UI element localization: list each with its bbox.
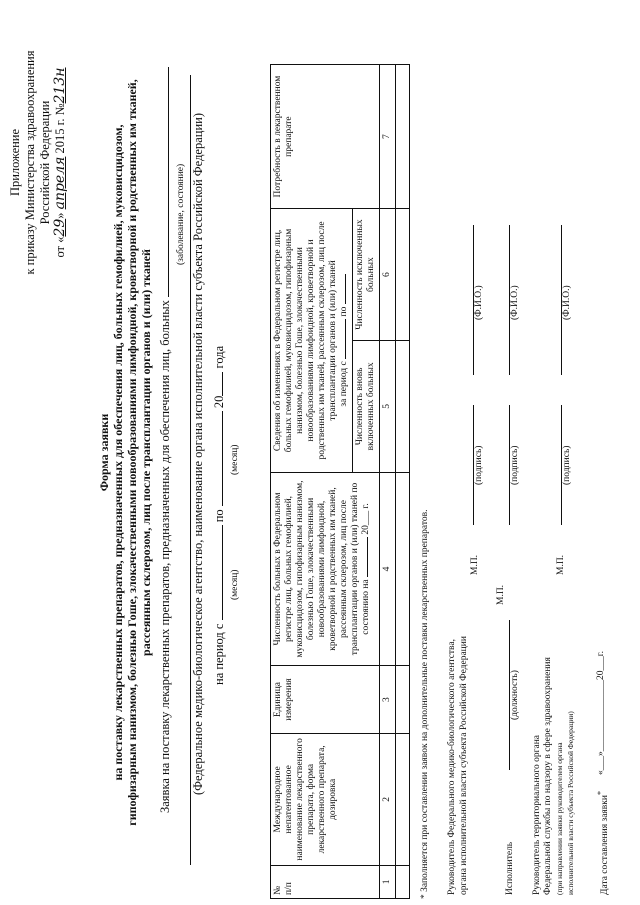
period-year-blank[interactable] (222, 372, 223, 396)
territorial-fio-caption: (Ф.И.О.) (562, 285, 572, 320)
month-caption-from: (месяц) (230, 569, 240, 600)
form-title-line-2: на поставку лекарственных препаратов, предназначенных для обеспечения лиц, больных гемофилией, муковисцидозом, (111, 124, 125, 781)
request-line (158, 13, 173, 813)
period-twenty: 20 (212, 395, 226, 409)
period-line (212, 165, 227, 685)
appendix-header (8, 20, 68, 305)
period-to-blank[interactable] (222, 411, 223, 506)
appendix-date-line: от «29» апреля 2015 г. №213н (52, 67, 68, 258)
executor-fio-caption: (Ф.И.О.) (510, 285, 520, 320)
date-fill[interactable]: «___»_______________20___г. (596, 651, 606, 775)
head-fio-caption: (Ф.И.О.) (474, 285, 484, 320)
executor-label: Исполнитель (505, 841, 515, 895)
territorial-mp: М.П. (556, 554, 566, 575)
header-new-patients: Численность вновь включенных больных (353, 340, 380, 472)
executor-position-caption: (должность) (510, 670, 520, 720)
appendix-line-3: Российской Федерации (38, 100, 52, 225)
executor-signature-caption: (подпись) (510, 445, 520, 485)
appendix-line-2: к приказу Министерства здравоохранения (23, 50, 37, 275)
head-signature-caption: (подпись) (474, 445, 484, 485)
header-inn: Международное непатентованное наименование лекарственного препарата, форма лекарственного препарата, дозировка (271, 733, 380, 865)
period-prefix: на период с (212, 623, 226, 685)
table-row (396, 65, 410, 899)
territorial-signature-caption: (подпись) (562, 445, 572, 485)
territorial-label: Руководитель территориального органа Федеральной службы по надзору в сфере здравоохранения (при направлении заявки руководителем органа исполнительной власти субъекта Российской Федерации) (532, 657, 575, 895)
header-changes: Сведения об изменениях в Федеральном регистре лиц, больных гемофилией, муковисцидозом, гипофизарным нанизмом, болезнью Гоше, злокачественными новообразованиями лимфоидной, кроветворной и родственных им тканей, рассеянным склерозом, лиц после трансплантации органов и (или) тканей за период с по (271, 209, 353, 473)
month-caption-to: (месяц) (230, 444, 240, 475)
date-label: Дата составления заявки* (596, 791, 611, 895)
num-cell: 3 (380, 666, 396, 734)
appendix-line-1: Приложение (8, 128, 22, 197)
form-title-line-3: гипофизарным нанизмом, болезнью Гоше, злокачественными новообразованиями лимфоидной, кроветворной и родственных им тканей, (125, 79, 139, 826)
form-title-line-4: рассеянным склерозом, лиц после трансплантации органов и (или) тканей (139, 249, 153, 656)
header-unit: Единица измерения (271, 666, 380, 734)
appendix-number: 213н (52, 67, 68, 104)
footnote: * Заполняется при составлении заявок на дополнительные поставки лекарственных препаратов. (420, 509, 430, 899)
period-from-blank[interactable] (222, 525, 223, 620)
form-title (97, 40, 153, 865)
agency-caption: (Федеральное медико-биологическое агентство, наименование органа исполнительной власти субъекта Российской Федерации) (191, 112, 205, 795)
header-num: № п/п (271, 865, 380, 898)
executor-mp: М.П. (496, 584, 506, 605)
num-cell: 2 (380, 733, 396, 865)
appendix-day: 29 (52, 218, 68, 237)
num-cell: 1 (380, 865, 396, 898)
appendix-month: апреля (52, 156, 68, 210)
request-text: Заявка на поставку лекарственных препаратов, предназначенных для обеспечения лиц, больных (158, 300, 172, 813)
num-cell: 5 (380, 340, 396, 472)
num-cell: 6 (380, 209, 396, 341)
num-cell: 7 (380, 65, 396, 209)
disease-caption: (заболевание, состояние) (176, 163, 186, 265)
period-po: по (212, 509, 226, 523)
header-patient-count: Численность больных в Федеральном регистре лиц, больных гемофилией, муковисцидозом, гипофизарным нанизмом, болезнью Гоше, злокачественными новообразованиями лимфоидной, кроветворной и родственных им тканей, рассеянным склерозом, лиц после трансплантации органов и (или) тканей по состоянию на 20___ г. (271, 472, 380, 665)
head-label: Руководитель Федерального медико-биологического агентства, органа исполнительной власти субъекта Российской Федерации (447, 636, 469, 895)
number-row (380, 65, 396, 899)
header-need: Потребность в лекарственном препарате (271, 65, 380, 209)
form-title-line-1: Форма заявки (97, 413, 111, 492)
num-cell: 4 (380, 472, 396, 665)
request-table (270, 64, 410, 899)
head-mp: М.П. (470, 554, 480, 575)
disease-blank[interactable] (168, 67, 169, 297)
period-year-word: года (212, 345, 226, 369)
header-excluded-patients: Численность исключенных больных (353, 209, 380, 341)
